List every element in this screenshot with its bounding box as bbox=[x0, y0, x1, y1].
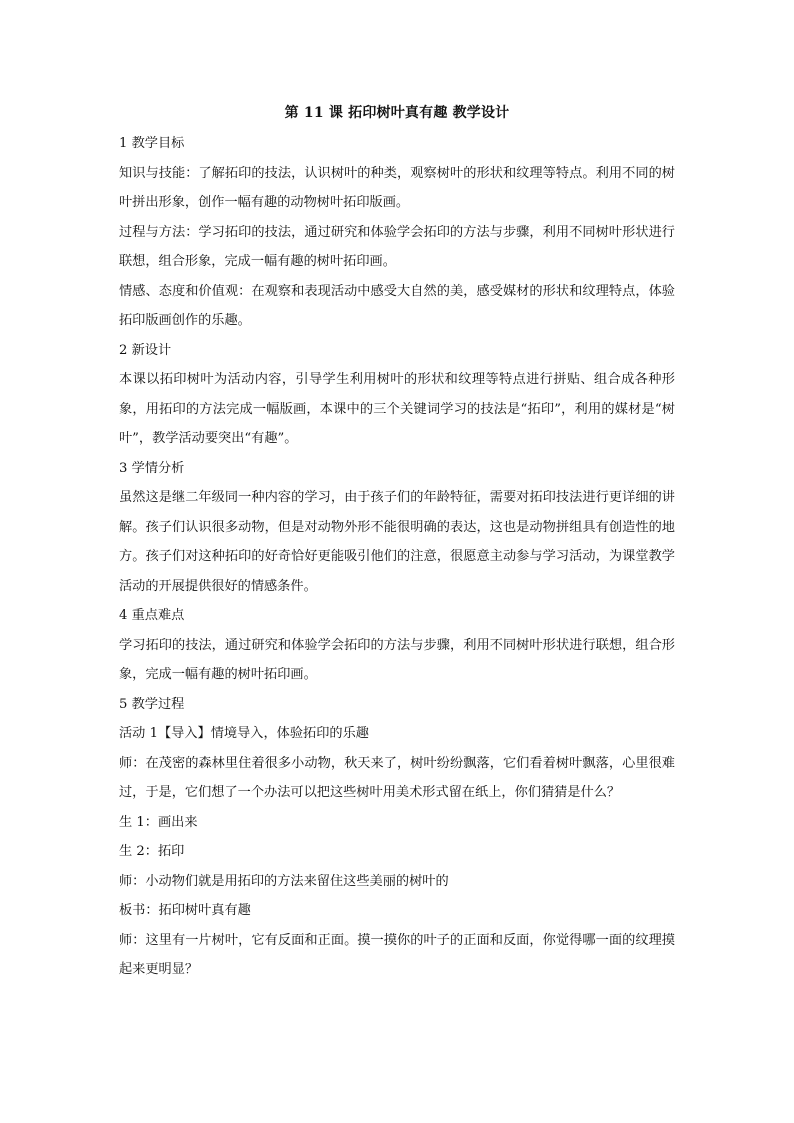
heading-teaching-goals: 1 教学目标 bbox=[119, 136, 185, 151]
paragraph-emotion-values: 情感、态度和价值观：在观察和表现活动中感受大自然的美，感受媒材的形状和纹理特点，体验拓印版画创作的乐趣。 bbox=[119, 283, 675, 328]
document-title: 第 11 课 拓印树叶真有趣 教学设计 bbox=[284, 105, 510, 121]
paragraph-new-design: 本课以拓印树叶为活动内容，引导学生利用树叶的形状和纹理等特点进行拼贴、组合成各种形象，用拓印的方法完成一幅版画，本课中的三个关键词学习的技法是“拓印”，利用的媒材是“树叶”，教学活动要突出“有趣”。 bbox=[119, 372, 675, 446]
heading-key-difficulties: 4 重点难点 bbox=[119, 608, 185, 623]
heading-student-analysis: 3 学情分析 bbox=[119, 460, 185, 476]
dialogue-teacher-3: 师：这里有一片树叶，它有反面和正面。摸一摸你的叶子的正面和反面，你觉得哪一面的纹理摸起来更明显？ bbox=[119, 932, 675, 977]
heading-new-design: 2 新设计 bbox=[119, 342, 172, 358]
dialogue-student-1: 生 1：画出来 bbox=[119, 814, 198, 830]
dialogue-teacher-1: 师：在茂密的森林里住着很多小动物，秋天来了，树叶纷纷飘落，它们看着树叶飘落，心里很难过，于是，它们想了一个办法可以把这些树叶用美术形式留在纸上，你们猜猜是什么？ bbox=[119, 755, 675, 800]
dialogue-teacher-2: 师：小动物们就是用拓印的方法来留住这些美丽的树叶的 bbox=[119, 873, 449, 889]
blackboard-note: 板书：拓印树叶真有趣 bbox=[119, 903, 251, 918]
paragraph-knowledge-skills: 知识与技能：了解拓印的技法，认识树叶的种类，观察树叶的形状和纹理等特点。利用不同的树叶拼出形象，创作一幅有趣的动物树叶拓印版画。 bbox=[119, 165, 675, 210]
paragraph-student-analysis: 虽然这是继二年级同一种内容的学习，由于孩子们的年龄特征，需要对拓印技法进行更详细的讲解。孩子们认识很多动物，但是对动物外形不能很明确的表达，这也是动物拼组具有创造性的地方。孩子们对这种拓印的好奇恰好更能吸引他们的注意，很愿意主动参与学习活动，为课堂教学活动的开展提供很好的情感条件。 bbox=[119, 490, 675, 594]
paragraph-key-difficulties: 学习拓印的技法，通过研究和体验学会拓印的方法与步骤，利用不同树叶形状进行联想，组合形象，完成一幅有趣的树叶拓印画。 bbox=[119, 637, 675, 682]
dialogue-student-2: 生 2：拓印 bbox=[119, 844, 185, 859]
activity-1-heading: 活动 1【导入】情境导入，体验拓印的乐趣 bbox=[119, 726, 369, 741]
heading-teaching-process: 5 教学过程 bbox=[119, 696, 185, 712]
document-body bbox=[119, 100, 675, 985]
paragraph-process-methods: 过程与方法：学习拓印的技法，通过研究和体验学会拓印的方法与步骤，利用不同树叶形状进行联想，组合形象，完成一幅有趣的树叶拓印画。 bbox=[119, 224, 675, 269]
